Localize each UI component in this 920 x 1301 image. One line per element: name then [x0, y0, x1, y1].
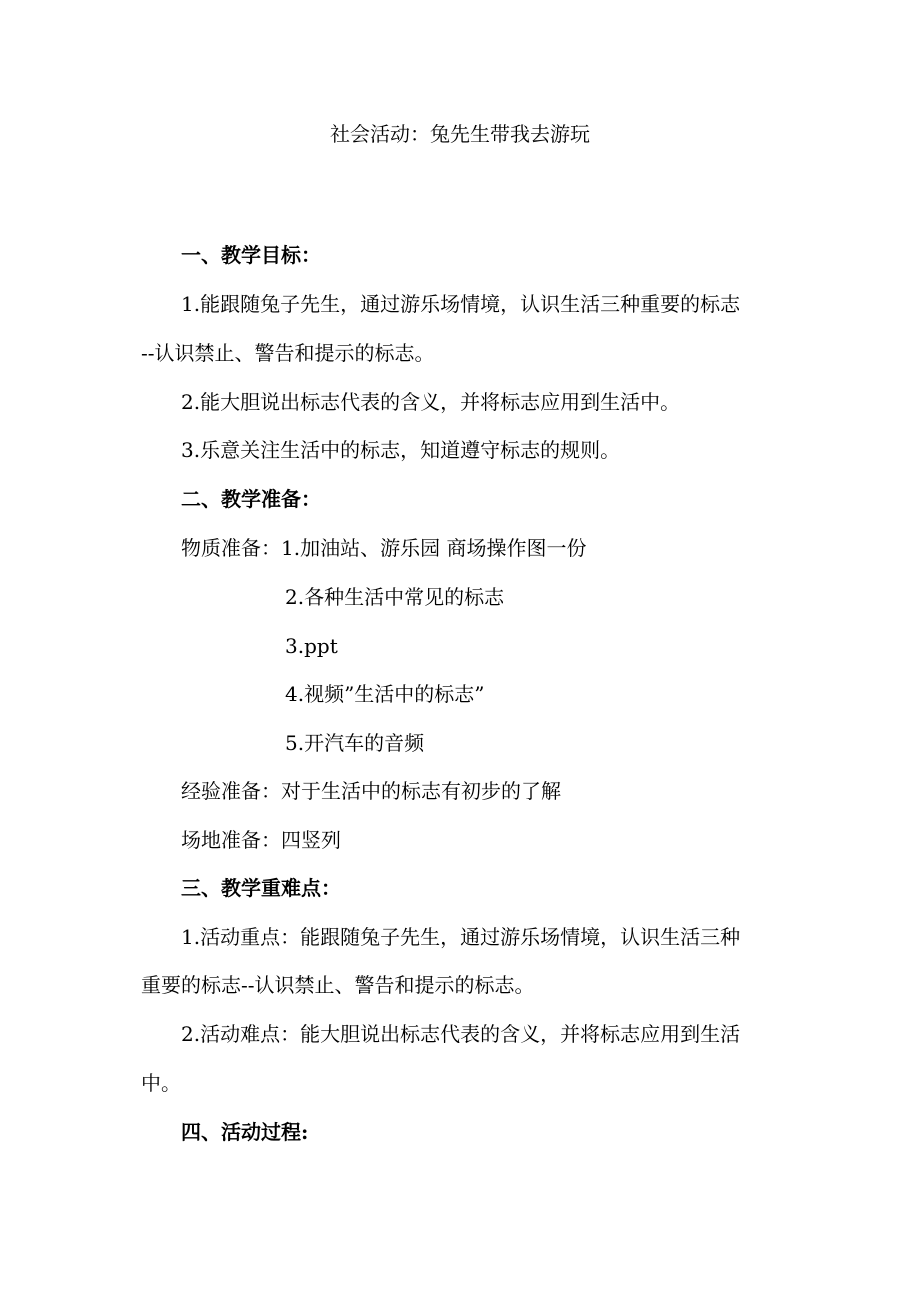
- goal-item-1-line-1: 1.能跟随兔子先生，通过游乐场情境，认识生活三种重要的标志: [181, 292, 741, 316]
- keypoint-item-2-line-1: 2.活动难点：能大胆说出标志代表的含义，并将标志应用到生活: [181, 1022, 741, 1046]
- material-item-2: 2.各种生活中常见的标志: [285, 585, 505, 609]
- material-prep-line: 物质准备：1.加油站、游乐园 商场操作图一份: [181, 536, 587, 560]
- goal-item-1-line-2: --认识禁止、警告和提示的标志。: [141, 341, 435, 365]
- document-title: 社会活动：兔先生带我去游玩: [330, 122, 590, 146]
- venue-prep-line: 场地准备：四竖列: [181, 828, 341, 852]
- material-item-3: 3.ppt: [285, 634, 338, 658]
- section-heading-goals: 一、教学目标：: [181, 243, 321, 267]
- goal-item-2: 2.能大胆说出标志代表的含义，并将标志应用到生活中。: [181, 390, 681, 414]
- experience-prep-line: 经验准备：对于生活中的标志有初步的了解: [181, 779, 561, 803]
- keypoint-item-1-line-1: 1.活动重点：能跟随兔子先生，通过游乐场情境，认识生活三种: [181, 925, 741, 949]
- material-item-5: 5.开汽车的音频: [285, 731, 425, 755]
- section-heading-preparation: 二、教学准备：: [181, 487, 321, 511]
- keypoint-item-2-line-2: 中。: [141, 1071, 181, 1095]
- material-item-4: 4.视频”生活中的标志”: [285, 682, 485, 706]
- goal-item-3: 3.乐意关注生活中的标志，知道遵守标志的规则。: [181, 438, 621, 462]
- section-heading-process: 四、活动过程:: [181, 1120, 309, 1144]
- keypoint-item-1-line-2: 重要的标志--认识禁止、警告和提示的标志。: [141, 973, 535, 997]
- section-heading-keypoints: 三、教学重难点：: [181, 876, 341, 900]
